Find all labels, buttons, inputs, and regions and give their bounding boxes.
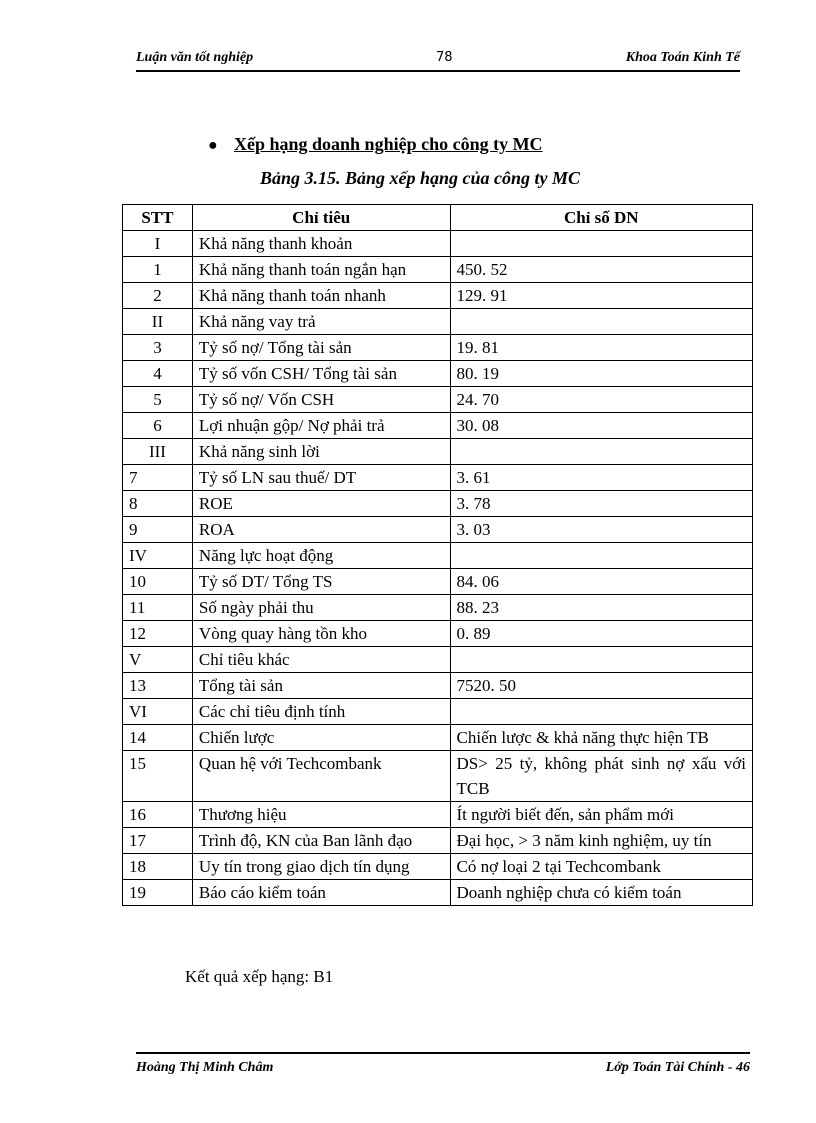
table-row [123, 854, 753, 880]
value-cell: 3. 03 [450, 517, 752, 543]
table-row [123, 413, 753, 439]
value-cell: Ít người biết đến, sản phẩm mới [450, 802, 752, 828]
table-row [123, 751, 753, 802]
table-row [123, 465, 753, 491]
stt-cell: 17 [123, 828, 193, 854]
value-cell [450, 309, 752, 335]
value-cell: 0. 89 [450, 621, 752, 647]
table-caption-text: Bảng 3.15. Bảng xếp hạng của công ty MC [259, 168, 581, 188]
criteria-cell: Tỷ số DT/ Tổng TS [192, 569, 450, 595]
footer-author: Hoàng Thị Minh Châm [136, 1060, 274, 1075]
value-cell: Đại học, > 3 năm kinh nghiệm, uy tín [450, 828, 752, 854]
criteria-cell: Năng lực hoạt động [192, 543, 450, 569]
value-cell: 84. 06 [450, 569, 752, 595]
value-cell [450, 231, 752, 257]
stt-cell: III [123, 439, 193, 465]
value-cell: 3. 61 [450, 465, 752, 491]
table-header-row [123, 205, 753, 231]
value-cell: 129. 91 [450, 283, 752, 309]
stt-cell: IV [123, 543, 193, 569]
value-cell: 450. 52 [450, 257, 752, 283]
stt-cell: 6 [123, 413, 193, 439]
section-heading-text: Xếp hạng doanh nghiệp cho công ty MC [234, 134, 543, 154]
stt-cell: 2 [123, 283, 193, 309]
criteria-cell: Số ngày phải thu [192, 595, 450, 621]
value-cell: DS> 25 tỷ, không phát sinh nợ xấu với TCB [450, 751, 752, 802]
page-footer [136, 1052, 750, 1075]
value-cell: 24. 70 [450, 387, 752, 413]
criteria-cell: Chiến lược [192, 725, 450, 751]
value-cell: 80. 19 [450, 361, 752, 387]
stt-cell: 8 [123, 491, 193, 517]
stt-cell: V [123, 647, 193, 673]
criteria-cell: Khả năng thanh toán nhanh [192, 283, 450, 309]
column-header-criteria: Chỉ tiêu [192, 205, 450, 231]
table-row [123, 828, 753, 854]
table-row [123, 517, 753, 543]
stt-cell: 14 [123, 725, 193, 751]
column-header-stt: STT [123, 205, 193, 231]
value-cell: 88. 23 [450, 595, 752, 621]
criteria-cell: Tỷ số vốn CSH/ Tổng tài sản [192, 361, 450, 387]
table-row [123, 699, 753, 725]
value-cell: 7520. 50 [450, 673, 752, 699]
table-row [123, 491, 753, 517]
stt-cell: 15 [123, 751, 193, 802]
criteria-cell: Thương hiệu [192, 802, 450, 828]
value-cell: Doanh nghiệp chưa có kiểm toán [450, 880, 752, 906]
stt-cell: 16 [123, 802, 193, 828]
criteria-cell: Vòng quay hàng tồn kho [192, 621, 450, 647]
criteria-cell: Báo cáo kiểm toán [192, 880, 450, 906]
stt-cell: 1 [123, 257, 193, 283]
stt-cell: 3 [123, 335, 193, 361]
table-row [123, 361, 753, 387]
header-faculty-label: Khoa Toán Kinh Tế [625, 50, 740, 65]
stt-cell: 13 [123, 673, 193, 699]
stt-cell: I [123, 231, 193, 257]
value-cell: 3. 78 [450, 491, 752, 517]
stt-cell: 19 [123, 880, 193, 906]
value-cell: Chiến lược & khả năng thực hiện TB [450, 725, 752, 751]
section-heading [208, 134, 543, 155]
stt-cell: II [123, 309, 193, 335]
table-caption [0, 168, 816, 189]
stt-cell: 11 [123, 595, 193, 621]
criteria-cell: ROE [192, 491, 450, 517]
ranking-table [122, 204, 753, 906]
table-row [123, 309, 753, 335]
criteria-cell: Khả năng sinh lời [192, 439, 450, 465]
table-row [123, 387, 753, 413]
criteria-cell: Khả năng thanh khoản [192, 231, 450, 257]
table-row [123, 283, 753, 309]
bullet-icon: ● [208, 137, 218, 154]
criteria-cell: Tổng tài sản [192, 673, 450, 699]
stt-cell: VI [123, 699, 193, 725]
criteria-cell: Tỷ số nợ/ Tổng tài sản [192, 335, 450, 361]
table-row [123, 569, 753, 595]
stt-cell: 12 [123, 621, 193, 647]
column-header-index: Chỉ số DN [450, 205, 752, 231]
footer-class: Lớp Toán Tài Chính - 46 [605, 1060, 750, 1075]
table-row [123, 335, 753, 361]
criteria-cell: Trình độ, KN của Ban lãnh đạo [192, 828, 450, 854]
stt-cell: 9 [123, 517, 193, 543]
criteria-cell: Tỷ số LN sau thuế/ DT [192, 465, 450, 491]
table-row [123, 439, 753, 465]
stt-cell: 4 [123, 361, 193, 387]
stt-cell: 7 [123, 465, 193, 491]
value-cell [450, 543, 752, 569]
value-cell [450, 647, 752, 673]
page-header [136, 48, 740, 72]
criteria-cell: Lợi nhuận gộp/ Nợ phải trả [192, 413, 450, 439]
table-row [123, 543, 753, 569]
table-row [123, 673, 753, 699]
value-cell [450, 439, 752, 465]
table-row [123, 725, 753, 751]
header-page-number: 78 [436, 50, 453, 65]
stt-cell: 5 [123, 387, 193, 413]
table-row [123, 647, 753, 673]
table-row [123, 880, 753, 906]
criteria-cell: Các chỉ tiêu định tính [192, 699, 450, 725]
table-row [123, 595, 753, 621]
value-cell [450, 699, 752, 725]
value-cell: Có nợ loại 2 tại Techcombank [450, 854, 752, 880]
stt-cell: 10 [123, 569, 193, 595]
criteria-cell: ROA [192, 517, 450, 543]
criteria-cell: Khả năng vay trả [192, 309, 450, 335]
criteria-cell: Khả năng thanh toán ngắn hạn [192, 257, 450, 283]
table-row [123, 621, 753, 647]
value-cell: 19. 81 [450, 335, 752, 361]
criteria-cell: Uy tín trong giao dịch tín dụng [192, 854, 450, 880]
criteria-cell: Chỉ tiêu khác [192, 647, 450, 673]
value-cell: 30. 08 [450, 413, 752, 439]
table-row [123, 257, 753, 283]
header-thesis-label: Luận văn tốt nghiệp [136, 50, 254, 65]
criteria-cell: Quan hệ với Techcombank [192, 751, 450, 802]
criteria-cell: Tỷ số nợ/ Vốn CSH [192, 387, 450, 413]
stt-cell: 18 [123, 854, 193, 880]
ranking-result: Kết quả xếp hạng: B1 [185, 967, 334, 986]
table-row [123, 231, 753, 257]
table-row [123, 802, 753, 828]
